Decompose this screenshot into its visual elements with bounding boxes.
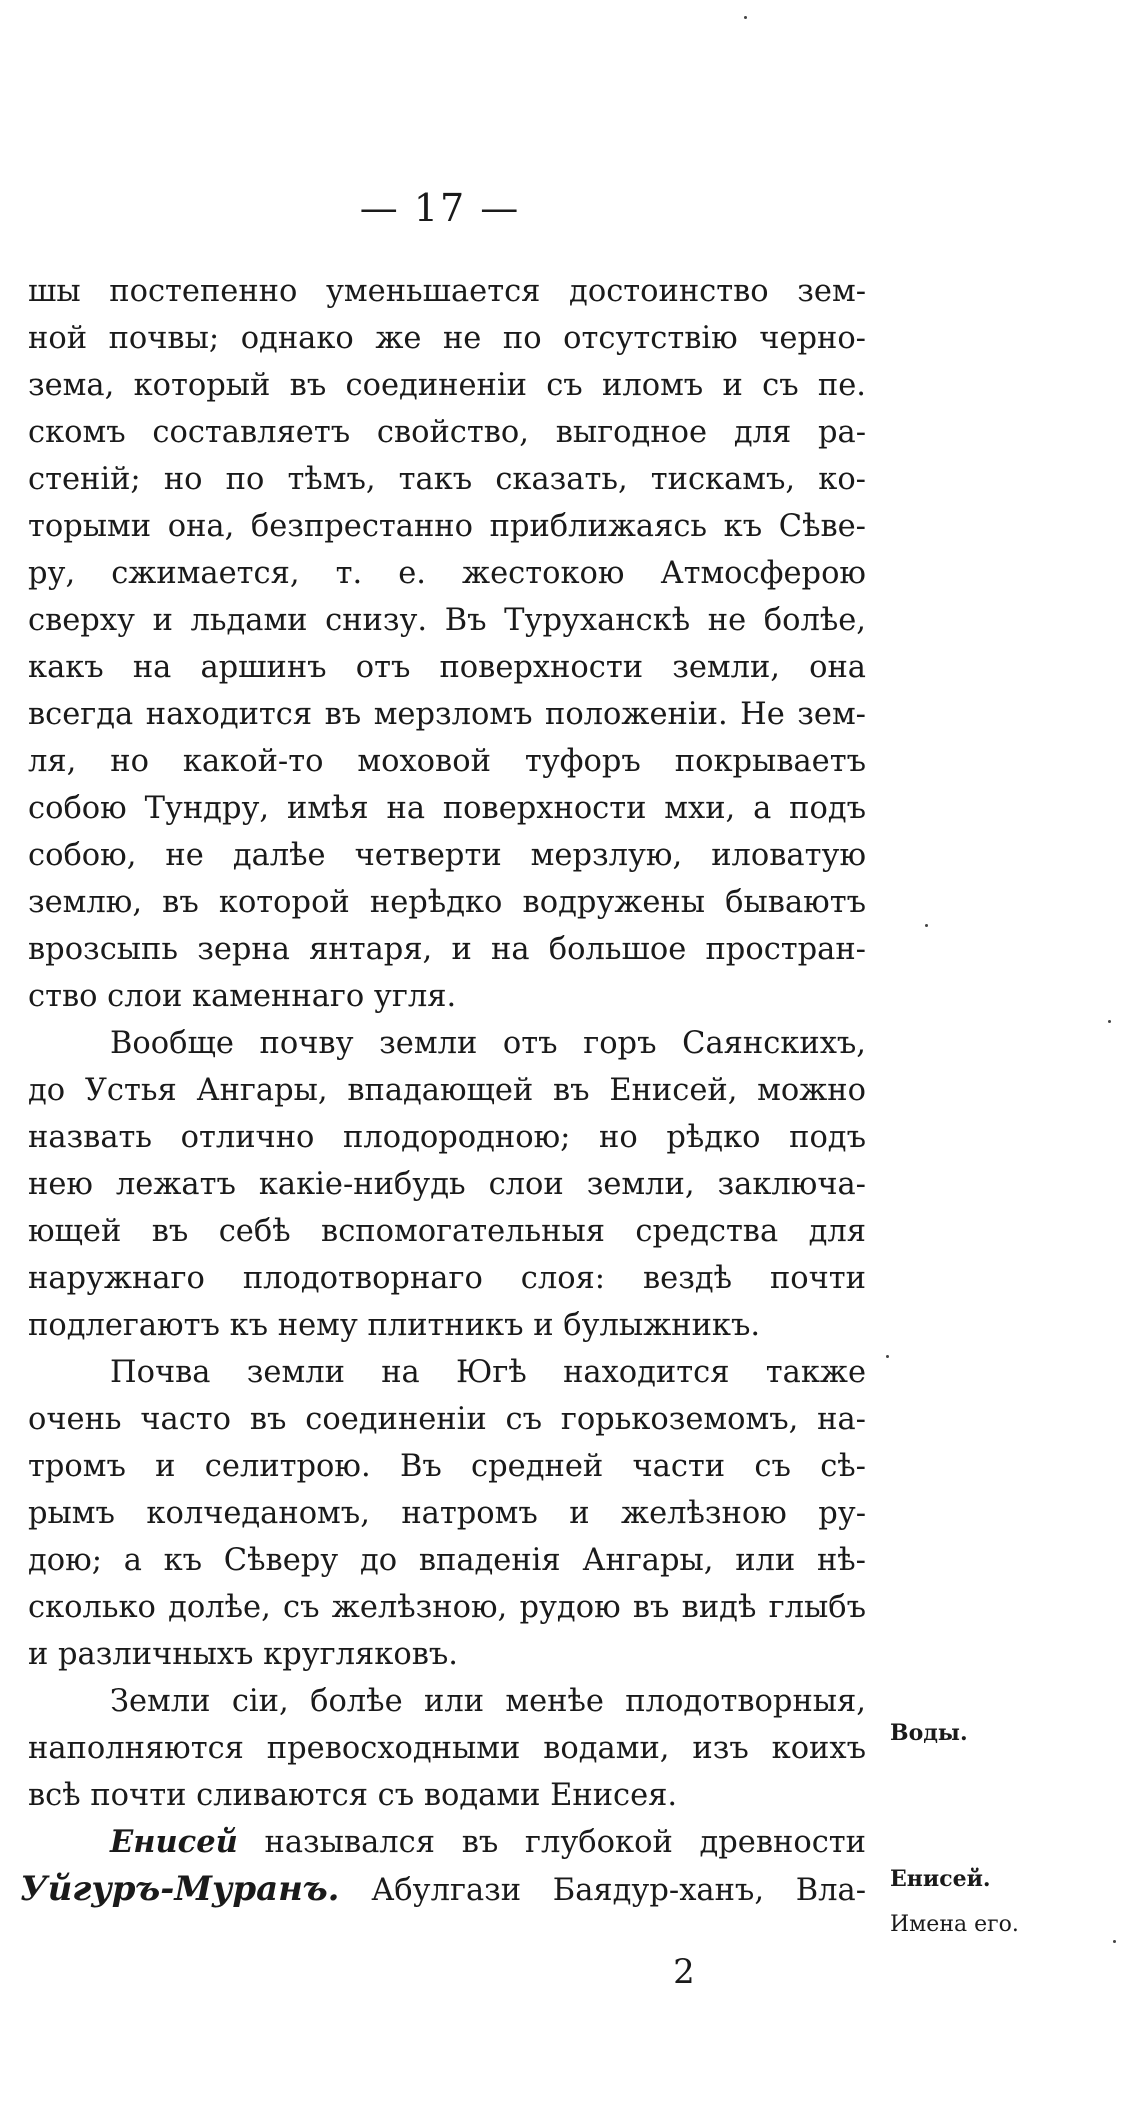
text-line: дою; а къ Сѣверу до впаденія Ангары, или нѣ- bbox=[28, 1543, 866, 1578]
text-line: ля, но какой-то моховой туфоръ покрываетъ bbox=[28, 744, 866, 779]
text-line: землю, въ которой нерѣдко водружены бываютъ bbox=[28, 885, 866, 920]
text-line: Почва земли на Югѣ находится также bbox=[110, 1355, 866, 1390]
text-line: рымъ колчеданомъ, натромъ и желѣзною ру- bbox=[28, 1496, 866, 1531]
text-line: стеній; но по тѣмъ, такъ сказать, тискамъ, ко- bbox=[28, 462, 866, 497]
body-text bbox=[20, 268, 866, 1913]
text-line: сколько долѣе, съ желѣзною, рудою въ видѣ глыбъ bbox=[28, 1590, 866, 1625]
text-line: ющей въ себѣ вспомогательныя средства для bbox=[28, 1214, 866, 1249]
text-line: нею лежатъ какіе-нибудь слои земли, заключа- bbox=[28, 1167, 866, 1202]
print-speck bbox=[886, 1355, 889, 1358]
text-line: назвать отлично плодородною; но рѣдко подъ bbox=[28, 1120, 866, 1155]
text-line: до Устья Ангары, впадающей въ Енисей, можно bbox=[28, 1073, 866, 1108]
text-line: зема, который въ соединеніи съ иломъ и съ пе. bbox=[28, 368, 866, 403]
margin-note-yenisei: Енисей. bbox=[890, 1866, 991, 1892]
text-line: тромъ и селитрою. Въ средней части съ сѣ- bbox=[28, 1449, 866, 1484]
text-line: ство слои каменнаго угля. bbox=[28, 979, 457, 1014]
print-speck bbox=[1113, 1940, 1116, 1943]
text-line: шы постепенно уменьшается достоинство зем- bbox=[28, 274, 866, 309]
text-line: торыми она, безпрестанно приближаясь къ Сѣве- bbox=[28, 509, 866, 544]
page-number: — 17 — bbox=[359, 186, 521, 230]
text-line bbox=[20, 1866, 866, 1913]
text-line: подлегаютъ къ нему плитникъ и булыжникъ. bbox=[28, 1308, 761, 1343]
text-line: очень часто въ соединеніи съ горькоземомъ, на- bbox=[28, 1402, 866, 1437]
text-line: врозсыпь зерна янтаря, и на большое простран- bbox=[28, 932, 866, 967]
margin-note-waters: Воды. bbox=[890, 1720, 968, 1746]
print-speck bbox=[744, 16, 747, 19]
italic-term: Уйгуръ-Муранъ. bbox=[20, 1869, 340, 1909]
text-line: сверху и льдами снизу. Въ Туруханскѣ не болѣе, bbox=[28, 603, 866, 638]
text-line: ру, сжимается, т. е. жестокою Атмосферою bbox=[28, 556, 866, 591]
signature-mark: 2 bbox=[673, 1952, 695, 1992]
text-run: Абулгази Баядур-ханъ, Вла- bbox=[339, 1873, 866, 1908]
text-line: скомъ составляетъ свойство, выгодное для ра- bbox=[28, 415, 866, 450]
text-line: ной почвы; однако же не по отсутствію черно- bbox=[28, 321, 866, 356]
text-line: собою, не далѣе четверти мерзлую, иловатую bbox=[28, 838, 866, 873]
text-line: Вообще почву земли отъ горъ Саянскихъ, bbox=[110, 1026, 866, 1061]
text-line: наполняются превосходными водами, изъ коихъ bbox=[28, 1731, 866, 1766]
text-line bbox=[28, 1819, 866, 1866]
italic-term: Енисей bbox=[110, 1824, 238, 1860]
text-run: назывался въ глубокой древности bbox=[237, 1825, 866, 1860]
text-line: собою Тундру, имѣя на поверхности мхи, а подъ bbox=[28, 791, 866, 826]
print-speck bbox=[925, 924, 928, 927]
text-line: всѣ почти сливаются съ водами Енисея. bbox=[28, 1778, 678, 1813]
text-line: всегда находится въ мерзломъ положеніи. Не зем- bbox=[28, 697, 866, 732]
margin-note-names: Имена его. bbox=[890, 1912, 1019, 1937]
print-speck bbox=[1108, 1020, 1111, 1023]
text-line: наружнаго плодотворнаго слоя: вездѣ почти bbox=[28, 1261, 866, 1296]
text-line: и различныхъ кругляковъ. bbox=[28, 1637, 458, 1672]
text-line: Земли сіи, болѣе или менѣе плодотворныя, bbox=[110, 1684, 866, 1719]
text-line: какъ на аршинъ отъ поверхности земли, она bbox=[28, 650, 866, 685]
